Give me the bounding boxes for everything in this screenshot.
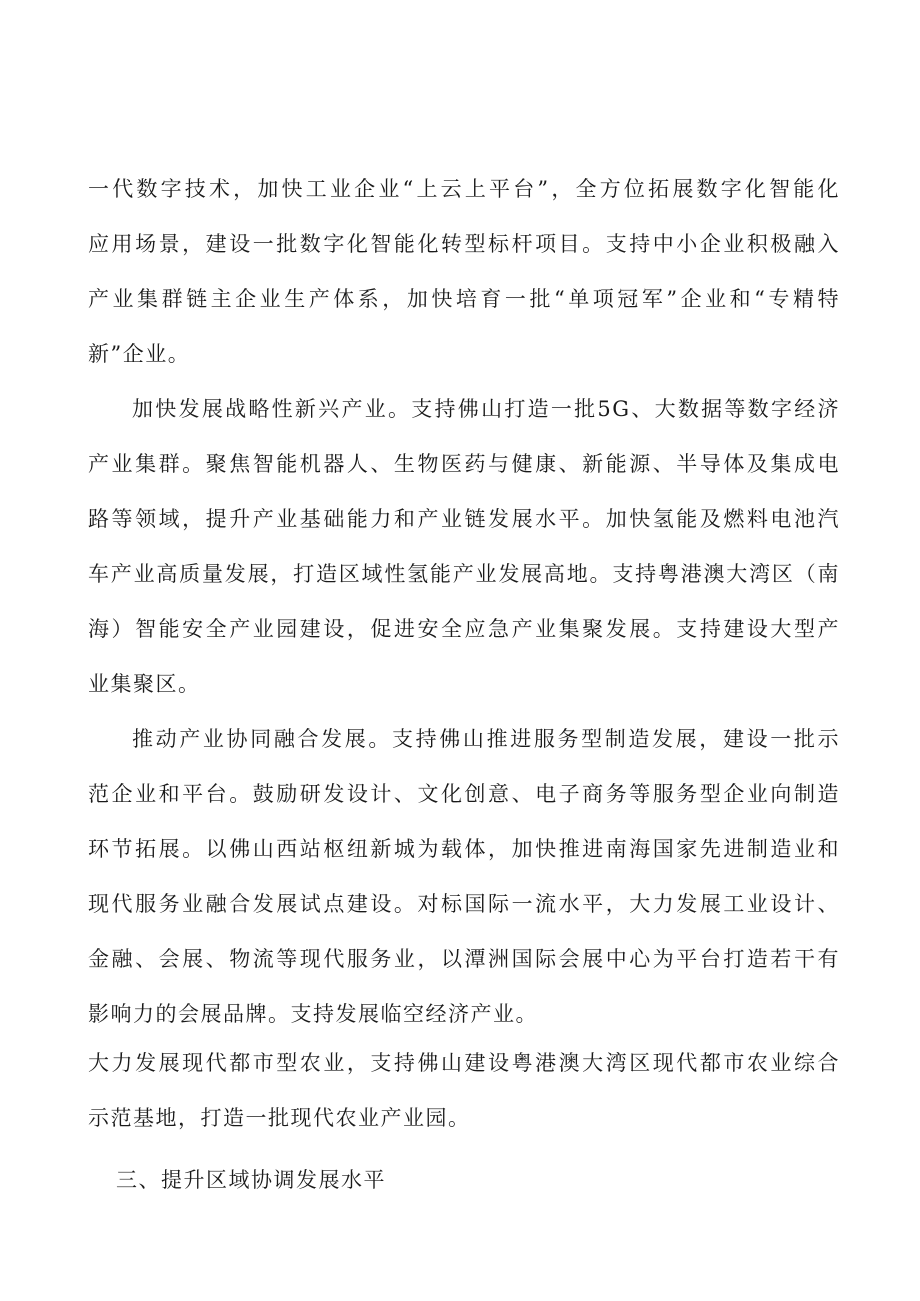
paragraph-3-line-3: 环节拓展。以佛山西站枢纽新城为载体，加快推进南海国家先进制造业和: [88, 837, 840, 861]
paragraph-1-line-4: 新”企业。: [88, 342, 191, 366]
paragraph-2-line-5: 海）智能安全产业园建设，促进安全应急产业集聚发展。支持建设大型产: [88, 617, 840, 641]
paragraph-3-line-6: 影响力的会展品牌。支持发展临空经济产业。: [88, 1002, 538, 1026]
paragraph-4-line-1: 大力发展现代都市型农业，支持佛山建设粤港澳大湾区现代都市农业综合: [88, 1051, 840, 1075]
paragraph-1-line-3: 产业集群链主企业生产体系，加快培育一批“单项冠军”企业和“专精特: [88, 287, 840, 311]
paragraph-2-line-6: 业集聚区。: [88, 672, 201, 696]
paragraph-1-line-1: 一代数字技术，加快工业企业“上云上平台”，全方位拓展数字化智能化: [88, 177, 840, 201]
paragraph-1-line-2: 应用场景，建设一批数字化智能化转型标杆项目。支持中小企业积极融入: [88, 232, 840, 256]
paragraph-3-line-4: 现代服务业融合发展试点建设。对标国际一流水平，大力发展工业设计、: [88, 892, 840, 916]
paragraph-2-line-3: 路等领域，提升产业基础能力和产业链发展水平。加快氢能及燃料电池汽: [88, 507, 840, 531]
paragraph-3-line-1: 推动产业协同融合发展。支持佛山推进服务型制造发展，建设一批示: [132, 727, 840, 751]
paragraph-3-line-5: 金融、会展、物流等现代服务业，以潭洲国际会展中心为平台打造若干有: [88, 947, 840, 971]
paragraph-2-line-2: 产业集群。聚焦智能机器人、生物医药与健康、新能源、半导体及集成电: [88, 452, 840, 476]
paragraph-2-line-4: 车产业高质量发展，打造区域性氢能产业发展高地。支持粤港澳大湾区（南: [88, 562, 840, 586]
paragraph-3-line-2: 范企业和平台。鼓励研发设计、文化创意、电子商务等服务型企业向制造: [88, 782, 840, 806]
paragraph-4-line-2: 示范基地，打造一批现代农业产业园。: [88, 1106, 471, 1130]
paragraph-2-line-1: 加快发展战略性新兴产业。支持佛山打造一批5G、大数据等数字经济: [132, 397, 840, 421]
section-heading: 三、提升区域协调发展水平: [116, 1168, 386, 1192]
